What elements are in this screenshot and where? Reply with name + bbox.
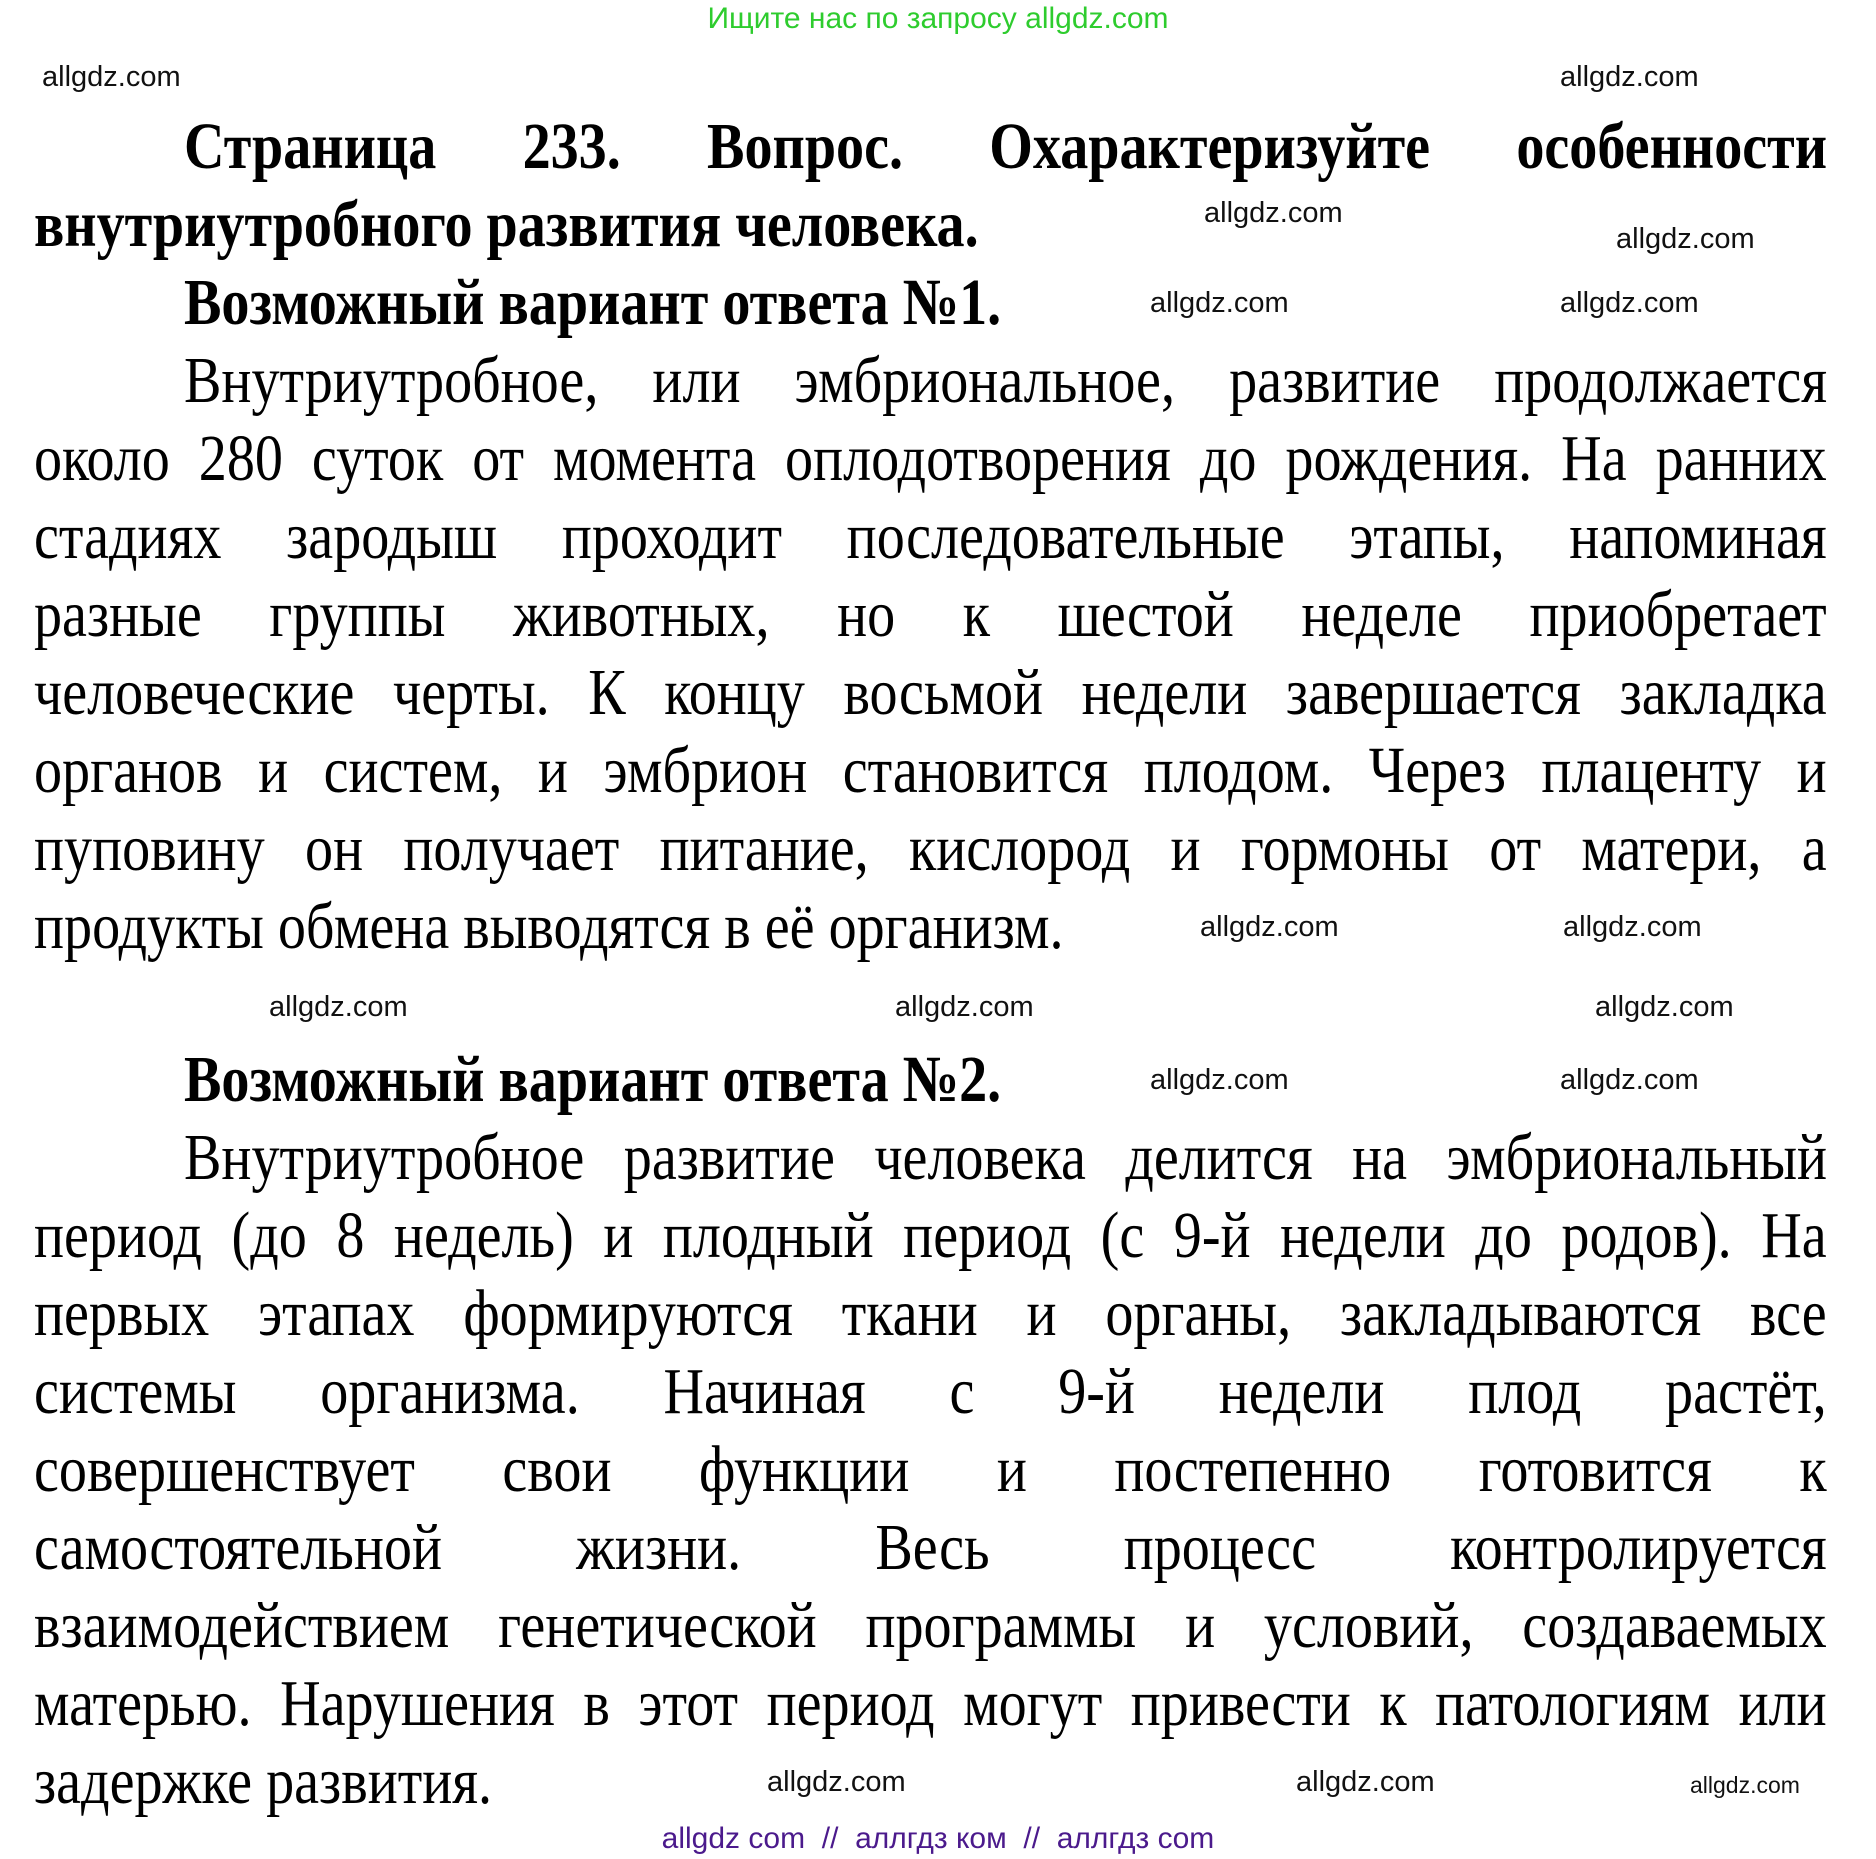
watermark: allgdz.com xyxy=(269,991,408,1023)
watermark: allgdz.com xyxy=(1595,991,1734,1023)
answer-2-line: совершенствует свои функции и постепенно готовится к xyxy=(34,1433,1827,1506)
answer-1-line: стадиях зародыш проходит последовательные этапы, напоминая xyxy=(34,500,1827,573)
watermark: allgdz.com xyxy=(1560,1064,1699,1096)
watermark: allgdz.com xyxy=(1560,287,1699,319)
watermark: allgdz.com xyxy=(42,61,181,93)
watermark: allgdz.com xyxy=(767,1766,906,1798)
answer-1-line: продукты обмена выводятся в её организм. xyxy=(34,890,1064,963)
search-banner: Ищите нас по запросу allgdz.com xyxy=(707,2,1169,35)
answer-2-line: матерью. Нарушения в этот период могут привести к патологиям или xyxy=(34,1667,1827,1740)
answer-1-line: пуповину он получает питание, кислород и гормоны от матери, а xyxy=(34,812,1827,885)
watermark: allgdz.com xyxy=(1150,287,1289,319)
watermark: allgdz.com xyxy=(1296,1766,1435,1798)
answer-2-line: Внутриутробное развитие человека делится на эмбриональный xyxy=(184,1121,1828,1194)
watermark: allgdz.com xyxy=(1690,1772,1800,1798)
answer-1-heading: Возможный вариант ответа №1. xyxy=(184,266,1002,339)
watermark: allgdz.com xyxy=(1204,197,1343,229)
title-line-2: внутриутробного развития человека. xyxy=(34,188,979,261)
answer-1-line: Внутриутробное, или эмбриональное, развитие продолжается xyxy=(184,344,1828,417)
footer-banner: allgdz com // аллгдз ком // аллгдз com xyxy=(661,1822,1215,1855)
watermark: allgdz.com xyxy=(1616,223,1755,255)
answer-2-line: период (до 8 недель) и плодный период (с 9-й недели до родов). На xyxy=(34,1199,1827,1272)
watermark: allgdz.com xyxy=(1150,1064,1289,1096)
answer-1-line: человеческие черты. К концу восьмой недели завершается закладка xyxy=(34,656,1827,729)
answer-2-line: первых этапах формируются ткани и органы, закладываются все xyxy=(34,1277,1827,1350)
title-line-1: Страница 233. Вопрос. Охарактеризуйте особенности xyxy=(184,110,1828,183)
watermark: allgdz.com xyxy=(895,991,1034,1023)
answer-2-line: задержке развития. xyxy=(34,1745,493,1818)
answer-1-line: около 280 суток от момента оплодотворения до рождения. На ранних xyxy=(34,422,1827,495)
answer-2-line: самостоятельной жизни. Весь процесс контролируется xyxy=(34,1511,1827,1584)
answer-2-line: взаимодействием генетической программы и условий, создаваемых xyxy=(34,1589,1827,1662)
answer-1-line: органов и систем, и эмбрион становится плодом. Через плаценту и xyxy=(34,734,1827,807)
watermark: allgdz.com xyxy=(1563,911,1702,943)
answer-2-line: системы организма. Начиная с 9-й недели плод растёт, xyxy=(34,1355,1827,1428)
watermark: allgdz.com xyxy=(1200,911,1339,943)
answer-1-line: разные группы животных, но к шестой неделе приобретает xyxy=(34,578,1827,651)
answer-2-heading: Возможный вариант ответа №2. xyxy=(184,1043,1002,1116)
watermark: allgdz.com xyxy=(1560,61,1699,93)
